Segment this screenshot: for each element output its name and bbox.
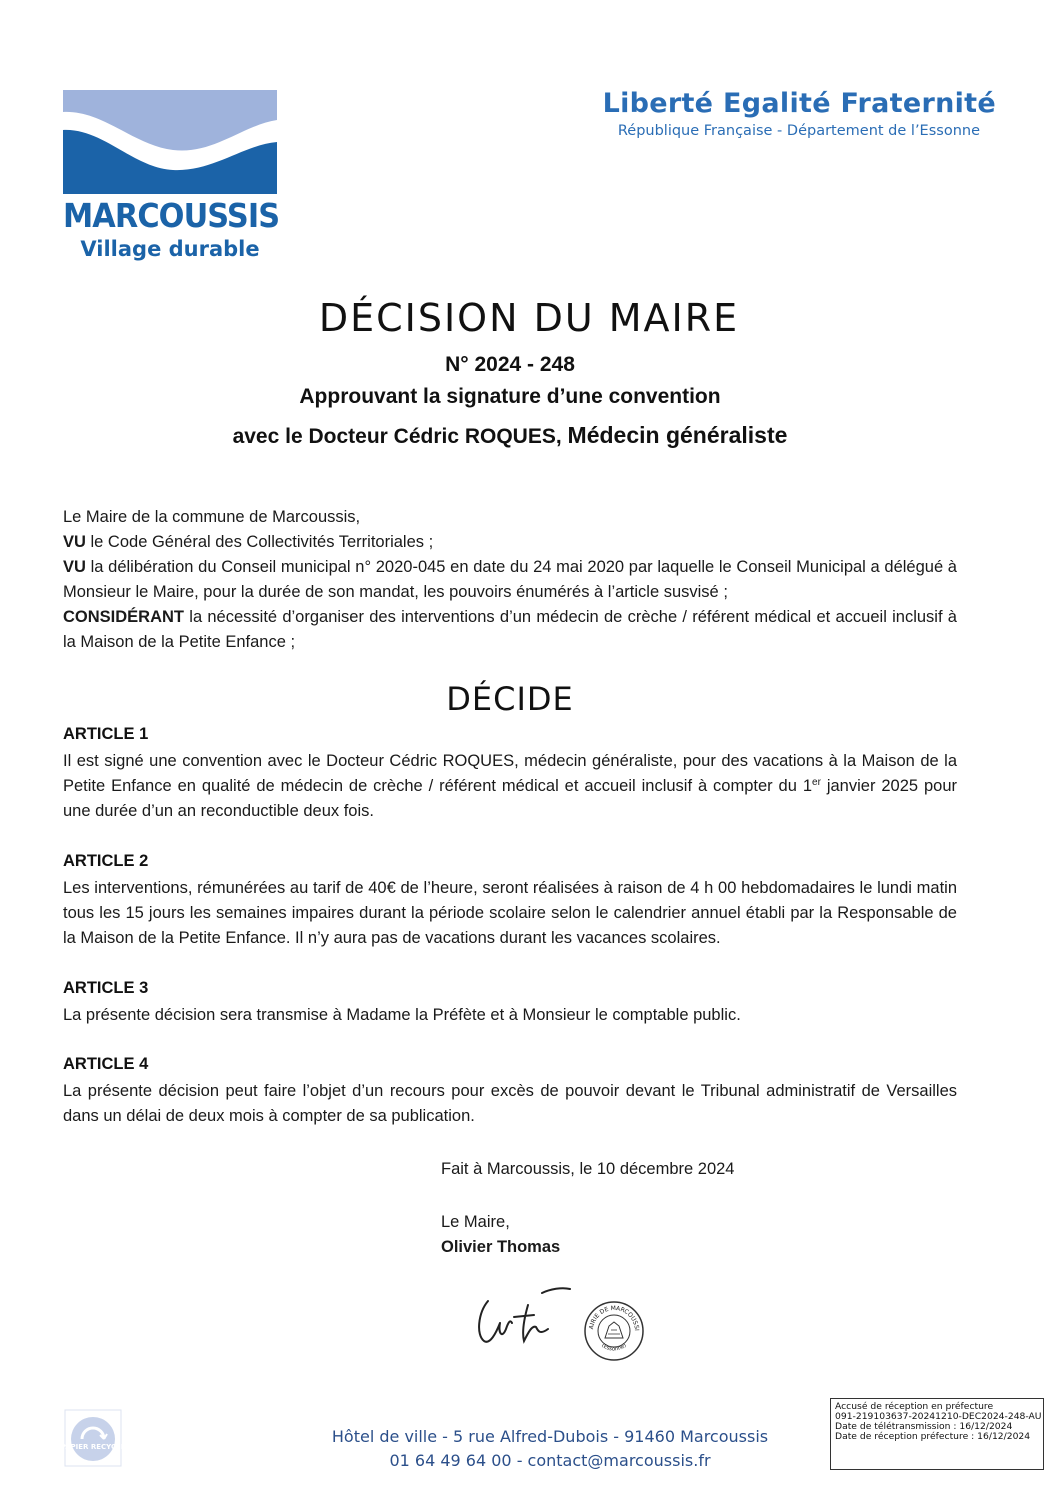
article-1-text-b: janvier 2025 pour une durée d’un an reconductible deux fois. [63,777,957,820]
subject-line2-part-a: avec le Docteur Cédric ROQUES, [232,425,568,448]
marcoussis-logo [63,90,278,265]
decision-number: N° 2024 - 248 [445,353,575,376]
vu-label: VU [63,558,86,576]
svg-text:(Essonne) [600,1343,628,1353]
logo-tagline: Village durable [80,237,260,261]
receipt-line-2: 091-219103637-20241210-DEC2024-248-AU [835,1411,1042,1422]
article-1-title: ARTICLE 1 [63,725,149,743]
subject-line2-part-b: Médecin généraliste [567,422,788,448]
prefecture-receipt-stamp [830,1398,1044,1470]
receipt-line-3: Date de télétransmission : 16/12/2024 [835,1421,1013,1432]
article-1-text-a: Il est signé une convention avec le Docteur Cédric ROQUES, médecin généraliste, pour des vacations à la Maison de la Petite Enfance en qualité de médecin de crèche / référent médical et accueil inclusif à compter du 1 [63,752,957,795]
signatory-role: Le Maire, [441,1213,510,1231]
seal-text: AIRIE DE MARCOUSSI [588,1304,641,1331]
footer-contact: 01 64 49 64 00 - contact@marcoussis.fr [389,1451,711,1470]
decision-subject-line1: Approuvant la signature d’une convention [299,385,721,408]
vu-code [63,530,957,555]
decision-subject-line2 [0,422,1020,449]
recycled-paper-logo [60,1409,126,1467]
article-2-title: ARTICLE 2 [63,852,149,870]
article-2-text: Les interventions, rémunérées au tarif de 40€ de l’heure, seront réalisées à raison de 4 h 00 hebdomadaires le lundi matin tous les 15 jours les semaines impaires durant la période scolaire selon le calendrier annuel établi par la Responsable de la Maison de la Petite Enfance. Il n’y aura pas de vacations durant les vacances scolaires. [63,879,957,947]
preamble-intro: Le Maire de la commune de Marcoussis, [63,508,361,526]
document-title: DÉCISION DU MAIRE [318,296,740,340]
article-3-title: ARTICLE 3 [63,979,149,997]
motto-text: Liberté Egalité Fraternité [602,88,996,119]
vu-deliberation [63,555,957,605]
vu-text: le Code Général des Collectivités Territoriales ; [85,533,434,551]
article-4-title: ARTICLE 4 [63,1055,149,1073]
preamble [63,505,957,655]
logo-name: MARCOUSSIS [63,196,280,235]
decide-heading: DÉCIDE [446,680,574,718]
considerant-label: CONSIDÉRANT [63,608,185,626]
footer [200,1425,900,1473]
article-1-text [63,749,957,824]
place-date: Fait à Marcoussis, le 10 décembre 2024 [441,1160,735,1178]
footer-address: Hôtel de ville - 5 rue Alfred-Dubois - 91460 Marcoussis [331,1427,769,1446]
recycle-label: PAPIER RECYCLÉ [60,1443,126,1451]
seal-subtext: (Essonne) [600,1342,628,1353]
vu-label: VU [63,533,86,551]
motto-subtitle: République Française - Département de l’Essonne [617,123,980,139]
logo-wave-graphic [63,90,277,194]
article-4-text: La présente décision peut faire l’objet d’un recours pour excès de pouvoir devant le Tribunal administratif de Versailles dans un délai de deux mois à compter de sa publication. [63,1082,957,1125]
article-1-superscript: er [812,777,821,788]
article-3-text: La présente décision sera transmise à Madame la Préfète et à Monsieur le comptable public. [63,1006,741,1024]
considerant [63,605,957,655]
receipt-line-4: Date de réception préfecture : 16/12/2024 [835,1431,1031,1442]
handwritten-signature [470,1283,580,1358]
vu-text: la délibération du Conseil municipal n° 2020-045 en date du 24 mai 2020 par laquelle le Conseil Municipal a délégué à Monsieur le Maire, pour la durée de son mandat, les pouvoirs énumérés à l’article susvisé ; [63,558,957,601]
considerant-text: la nécessité d’organiser des interventions d’un médecin de crèche / référent médical et accueil inclusif à la Maison de la Petite Enfance ; [63,608,957,651]
mairie-seal [583,1300,645,1367]
signatory-name: Olivier Thomas [441,1238,561,1256]
receipt-line-1: Accusé de réception en préfecture [835,1401,994,1412]
republic-motto [536,88,996,139]
